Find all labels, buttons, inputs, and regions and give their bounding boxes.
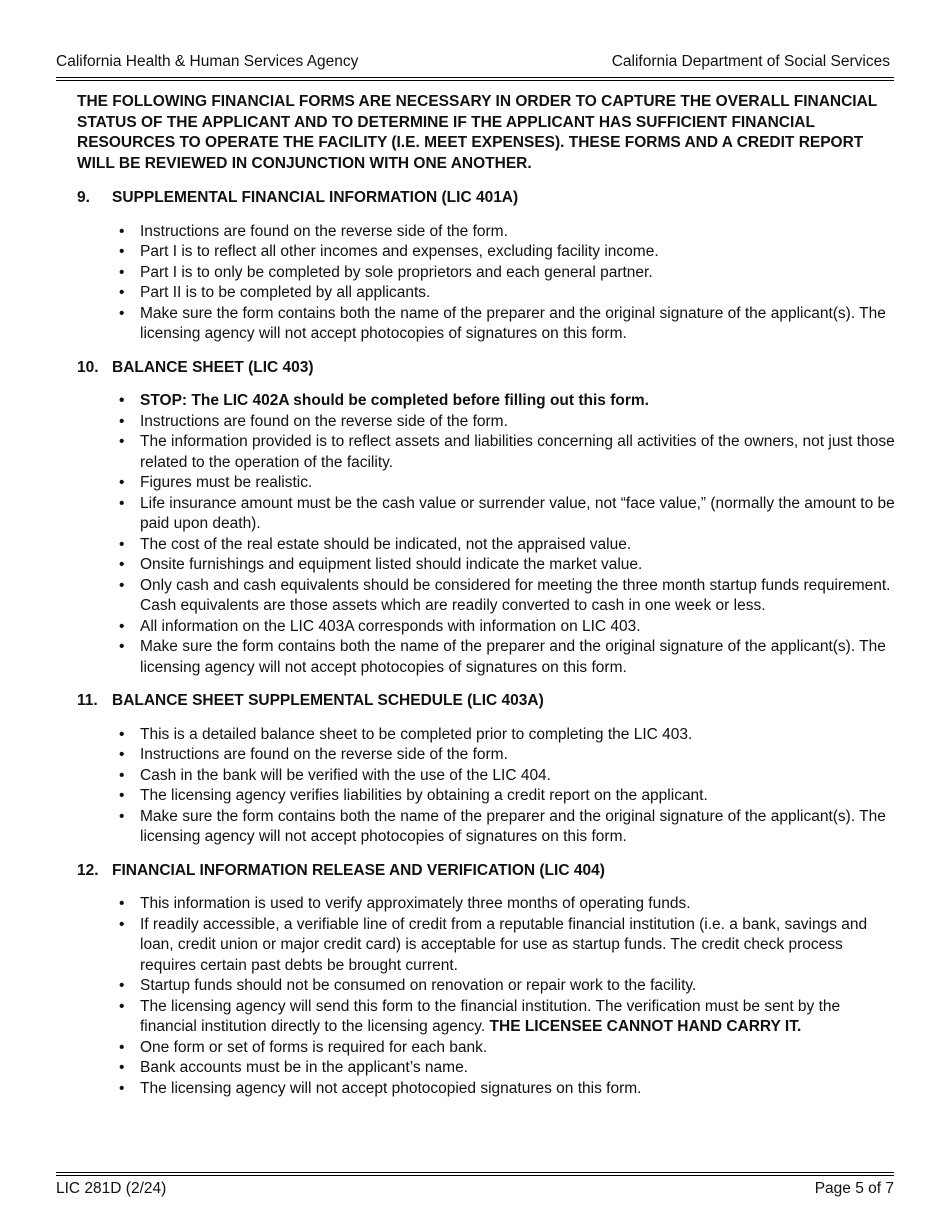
- section-number: 12.: [77, 861, 99, 879]
- header-department: California Department of Social Services: [611, 53, 890, 70]
- list-item: [119, 997, 898, 1038]
- list-item: • This information is used to verify approximately three months of operating funds.: [119, 894, 898, 915]
- list-item: • Instructions are found on the reverse side of the form.: [119, 222, 898, 243]
- list-item: • The licensing agency verifies liabilities by obtaining a credit report on the applicant.: [119, 786, 898, 807]
- bullet-list: [77, 725, 898, 848]
- list-item: • Instructions are found on the reverse side of the form.: [119, 745, 898, 766]
- section-title: BALANCE SHEET (LIC 403): [112, 358, 314, 376]
- section-9: [77, 188, 898, 345]
- list-item: • Part I is to only be completed by sole proprietors and each general partner.: [119, 263, 898, 284]
- list-item: • Cash in the bank will be verified with the use of the LIC 404.: [119, 766, 898, 787]
- section-12: [77, 861, 898, 1100]
- page-header: [56, 52, 890, 76]
- list-item: • Part II is to be completed by all applicants.: [119, 283, 898, 304]
- section-10: [77, 358, 898, 679]
- list-item: • Make sure the form contains both the name of the preparer and the original signature of the applicant(s). The licensing agency will not accept photocopies of signatures on this form.: [119, 637, 898, 678]
- bullet-list: [77, 391, 898, 678]
- section-11: [77, 691, 898, 848]
- list-item: • This is a detailed balance sheet to be completed prior to completing the LIC 403.: [119, 725, 898, 746]
- list-item-text: The licensing agency will send this form to the financial institution. The verification must be sent by the financial institution directly to the licensing agency.: [140, 997, 841, 1035]
- section-number: 9.: [77, 189, 90, 206]
- list-item: • Bank accounts must be in the applicant’s name.: [119, 1058, 898, 1079]
- list-item: • Startup funds should not be consumed on renovation or repair work to the facility.: [119, 976, 898, 997]
- list-item: • The cost of the real estate should be indicated, not the appraised value.: [119, 535, 898, 556]
- intro-paragraph: THE FOLLOWING FINANCIAL FORMS ARE NECESSARY IN ORDER TO CAPTURE THE OVERALL FINANCIAL STATUS OF THE APPLICANT AND TO DETERMINE IF THE APPLICANT HAS SUFFICIENT FINANCIAL RESOURCES TO OPERATE THE FACILITY (I.E. MEET EXPENSES). THESE FORMS AND A CREDIT REPORT WILL BE REVIEWED IN CONJUNCTION WITH ONE ANOTHER.: [77, 93, 877, 172]
- form-number: LIC 281D (2/24): [56, 1180, 167, 1197]
- header-rule: [56, 77, 894, 81]
- document-body: [77, 92, 898, 1112]
- page-number: Page 5 of 7: [814, 1180, 894, 1197]
- section-heading: [77, 188, 898, 209]
- list-item: • Make sure the form contains both the name of the preparer and the original signature of the applicant(s). The licensing agency will not accept photocopies of signatures on this form.: [119, 807, 898, 848]
- section-title: BALANCE SHEET SUPPLEMENTAL SCHEDULE (LIC 403A): [112, 692, 544, 709]
- page-footer: [56, 1179, 894, 1201]
- list-item-stop: • STOP: The LIC 402A should be completed before filling out this form.: [119, 391, 898, 412]
- list-item: • Instructions are found on the reverse side of the form.: [119, 412, 898, 433]
- list-item: • Figures must be realistic.: [119, 473, 898, 494]
- header-agency: California Health & Human Services Agency: [56, 53, 359, 70]
- list-item: • Onsite furnishings and equipment listed should indicate the market value.: [119, 555, 898, 576]
- bullet-list: [77, 222, 898, 345]
- footer-rule: [56, 1172, 894, 1176]
- list-item: • If readily accessible, a verifiable line of credit from a reputable financial institution (i.e. a bank, savings and loan, credit union or major credit card) is acceptable for use as startup funds. The credit check process requires certain past debts be brought current.: [119, 915, 898, 977]
- bullet-list: [77, 894, 898, 1099]
- list-item: • Make sure the form contains both the name of the preparer and the original signature of the applicant(s). The licensing agency will not accept photocopies of signatures on this form.: [119, 304, 898, 345]
- section-title: FINANCIAL INFORMATION RELEASE AND VERIFICATION (LIC 404): [112, 861, 605, 879]
- section-heading: [77, 861, 898, 882]
- list-item: • Life insurance amount must be the cash value or surrender value, not “face value,” (normally the amount to be paid upon death).: [119, 494, 898, 535]
- section-heading: [77, 691, 898, 712]
- list-item: • Only cash and cash equivalents should be considered for meeting the three month startup funds requirement. Cash equivalents are those assets which are readily converted to cash in one week or less.: [119, 576, 898, 617]
- list-item: • One form or set of forms is required for each bank.: [119, 1038, 898, 1059]
- section-title: SUPPLEMENTAL FINANCIAL INFORMATION (LIC 401A): [112, 189, 519, 206]
- list-item: • Part I is to reflect all other incomes and expenses, excluding facility income.: [119, 242, 898, 263]
- list-item: • The information provided is to reflect assets and liabilities concerning all activities of the owners, not just those related to the operation of the facility.: [119, 432, 898, 473]
- section-number: 11.: [77, 692, 98, 709]
- licensee-warning: THE LICENSEE CANNOT HAND CARRY IT.: [489, 1018, 802, 1035]
- list-item: • The licensing agency will not accept photocopied signatures on this form.: [119, 1079, 898, 1100]
- list-item: • All information on the LIC 403A corresponds with information on LIC 403.: [119, 617, 898, 638]
- section-heading: [77, 358, 898, 379]
- section-number: 10.: [77, 358, 99, 376]
